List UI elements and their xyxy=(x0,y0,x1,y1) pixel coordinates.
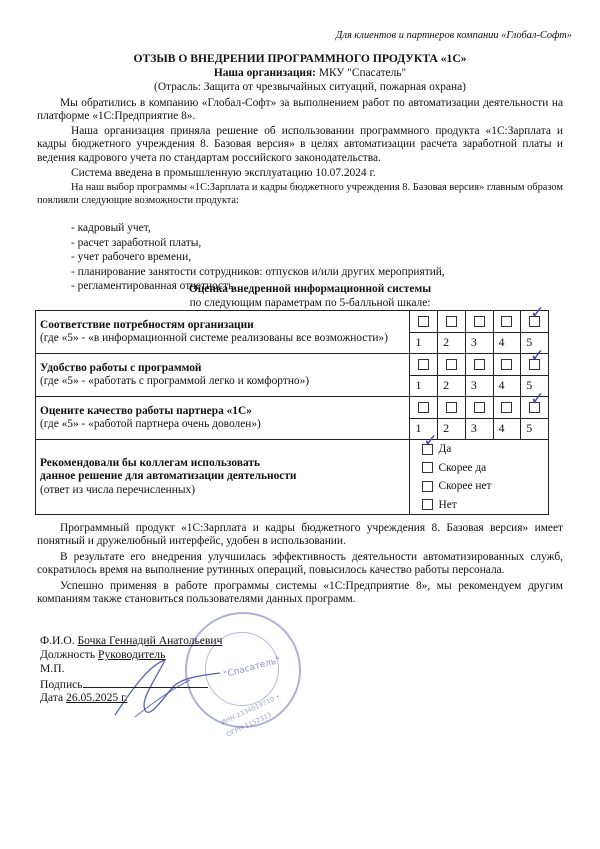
recommendation-cell xyxy=(36,440,410,515)
checkmark-icon: ✓ xyxy=(530,346,545,366)
checkbox-icon xyxy=(501,359,512,370)
scale-label: 4 xyxy=(493,333,521,354)
signature-line xyxy=(40,677,222,691)
rating-2-checkbox[interactable] xyxy=(438,311,466,333)
scale-label: 4 xyxy=(493,419,521,440)
checkbox-icon xyxy=(446,402,457,413)
recommendation-question-line2: данное решение для автоматизации деятельности xyxy=(40,470,297,483)
signature-label: Подпись xyxy=(40,677,83,691)
organization-line xyxy=(0,67,600,80)
checkbox-icon xyxy=(418,316,429,327)
criterion-cell xyxy=(36,397,410,440)
date-label: Дата xyxy=(40,690,64,704)
fio-line xyxy=(40,634,222,648)
signature-blank xyxy=(83,677,208,688)
evaluation-subtitle: по следующим параметрам по 5-балльной шкале: xyxy=(189,297,431,309)
position-line xyxy=(40,648,222,662)
criterion-name: Соответствие потребностям организации xyxy=(40,318,254,331)
scale-label: 3 xyxy=(465,333,493,354)
feature-item: - регламентированная отчетность. xyxy=(71,280,237,293)
checkbox-icon xyxy=(446,359,457,370)
rating-2-checkbox[interactable] xyxy=(438,354,466,376)
rating-3-checkbox[interactable] xyxy=(465,354,493,376)
stamp-registration: ИНН 2334019710 • ОГРН 1152313 xyxy=(219,692,282,739)
option-label: Скорее нет xyxy=(438,480,492,492)
industry-line: (Отрасль: Защита от чрезвычайных ситуаций, пожарная охрана) xyxy=(154,81,466,93)
criterion-cell xyxy=(36,354,410,397)
checkmark-icon: ✓ xyxy=(530,303,545,323)
rating-5-checkbox-checked[interactable] xyxy=(521,346,549,376)
recommendation-hint: (ответ из числа перечисленных) xyxy=(40,483,195,496)
option-rather-no[interactable] xyxy=(422,477,548,496)
scale-label: 2 xyxy=(438,333,466,354)
scale-label: 4 xyxy=(493,376,521,397)
option-yes-checked[interactable] xyxy=(422,431,548,459)
feature-item: - планирование занятости сотрудников: отпусков и/или других мероприятий, xyxy=(71,265,445,278)
checkbox-icon xyxy=(474,316,485,327)
table-row xyxy=(36,311,549,333)
organization-name: МКУ "Спасатель" xyxy=(318,67,407,79)
header-note: Для клиентов и партнеров компании «Глобал-Софт» xyxy=(335,30,572,41)
table-row xyxy=(36,354,549,376)
criterion-hint: (где «5» - «работать с программой легко и комфортно») xyxy=(40,375,310,387)
checkbox-icon xyxy=(501,316,512,327)
rating-4-checkbox[interactable] xyxy=(493,311,521,333)
scale-label: 3 xyxy=(465,376,493,397)
scale-label: 5 xyxy=(521,333,549,354)
checkbox-icon xyxy=(501,402,512,413)
criterion-name: Оцените качество работы партнера «1С» xyxy=(40,404,252,417)
option-label: Да xyxy=(438,443,452,455)
evaluation-title: Оценка внедренной информационной системы xyxy=(188,283,432,295)
criterion-hint: (где «5» - «работой партнера очень доволен») xyxy=(40,418,261,430)
seal-line: М.П. xyxy=(40,662,65,676)
paragraph-decision: Наша организация приняла решение об использовании программного продукта «1С:Зарплата и кадры бюджетного учреждения 8. Базовая версия» в целях автоматизации расчета заработной платы и ведения кадрового учета по стандартам российского законодательства. xyxy=(37,125,563,164)
checkbox-icon xyxy=(446,316,457,327)
closing-paragraph-interface: Программный продукт «1С:Зарплата и кадры бюджетного учреждения 8. Базовая версия» имеет понятный и дружелюбный интерфейс, удобен в использовании. xyxy=(37,522,563,548)
paragraph-choice: На наш выбор программы «1С:Зарплата и кадры бюджетного учреждения 8. Базовая версия» главным образом повлияли следующие возможности продукта: xyxy=(37,182,563,206)
rating-4-checkbox[interactable] xyxy=(493,397,521,419)
scale-label: 3 xyxy=(465,419,493,440)
paragraph-intro: Мы обратились в компанию «Глобал-Софт» за выполнением работ по автоматизации деятельности на платформе «1С:Предприятие 8». xyxy=(37,97,563,123)
stamp-name: "Спасатель" xyxy=(222,655,282,681)
scale-label: 1 xyxy=(410,376,438,397)
option-label: Нет xyxy=(438,498,457,511)
date-value: 26.05.2025 г. xyxy=(66,690,128,704)
criterion-cell xyxy=(36,311,410,354)
signature-block xyxy=(40,634,222,705)
position-value: Руководитель xyxy=(98,648,166,662)
recommendation-question-line1: Рекомендовали бы коллегам использовать xyxy=(40,456,260,469)
option-rather-yes[interactable] xyxy=(422,459,548,478)
scale-label: 2 xyxy=(438,419,466,440)
checkbox-icon xyxy=(422,462,433,473)
rating-1-checkbox[interactable] xyxy=(410,311,438,333)
rating-5-checkbox-checked[interactable] xyxy=(521,389,549,419)
organization-label: Наша организация: xyxy=(213,67,316,79)
rating-4-checkbox[interactable] xyxy=(493,354,521,376)
criterion-name: Удобство работы с программой xyxy=(40,361,202,374)
checkbox-icon xyxy=(474,359,485,370)
checkbox-icon xyxy=(422,481,433,492)
document-title: ОТЗЫВ О ВНЕДРЕНИИ ПРОГРАММНОГО ПРОДУКТА «1С» xyxy=(133,52,467,65)
checkbox-icon xyxy=(422,499,433,510)
checkmark-icon: ✓ xyxy=(423,431,438,451)
scale-label: 2 xyxy=(438,376,466,397)
rating-3-checkbox[interactable] xyxy=(465,397,493,419)
option-no[interactable] xyxy=(422,496,548,515)
scale-label: 5 xyxy=(521,419,549,440)
fio-value: Бочка Геннадий Анатольевич xyxy=(77,634,223,647)
checkbox-icon xyxy=(418,359,429,370)
table-row xyxy=(36,440,549,515)
option-label: Скорее да xyxy=(438,461,487,474)
recommendation-options xyxy=(410,431,549,515)
scale-label: 1 xyxy=(410,419,438,440)
rating-3-checkbox[interactable] xyxy=(465,311,493,333)
rating-1-checkbox[interactable] xyxy=(410,397,438,419)
checkmark-icon: ✓ xyxy=(530,389,545,409)
closing-paragraph-recommendation: Успешно применяя в работе программы системы «1С:Предприятие 8», мы рекомендуем другим компаниям также становиться пользователями данных программ. xyxy=(37,580,563,606)
fio-label: Ф.И.О. xyxy=(40,634,75,647)
paragraph-launch-date: Система введена в промышленную эксплуатацию 10.07.2024 г. xyxy=(71,167,376,179)
rating-5-checkbox-checked[interactable] xyxy=(521,303,549,333)
checkbox-icon xyxy=(474,402,485,413)
closing-paragraph-results: В результате его внедрения улучшилась эффективность деятельности автоматизированных служб, сократилось время на выполнение рутинных операций, повысилось качество работы персонала. xyxy=(37,551,563,577)
criterion-hint: (где «5» - «в информационной системе реализованы все возможности») xyxy=(40,332,388,344)
scale-label: 1 xyxy=(410,333,438,354)
feature-item: - учет рабочего времени, xyxy=(71,251,192,264)
date-line xyxy=(40,691,222,705)
rating-2-checkbox[interactable] xyxy=(438,397,466,419)
scale-label: 5 xyxy=(521,376,549,397)
checkbox-icon xyxy=(418,402,429,413)
feature-item: - расчет заработной платы, xyxy=(71,236,202,249)
feature-item: - кадровый учет, xyxy=(71,222,151,234)
position-label: Должность xyxy=(40,648,96,662)
rating-1-checkbox[interactable] xyxy=(410,354,438,376)
table-row xyxy=(36,397,549,419)
